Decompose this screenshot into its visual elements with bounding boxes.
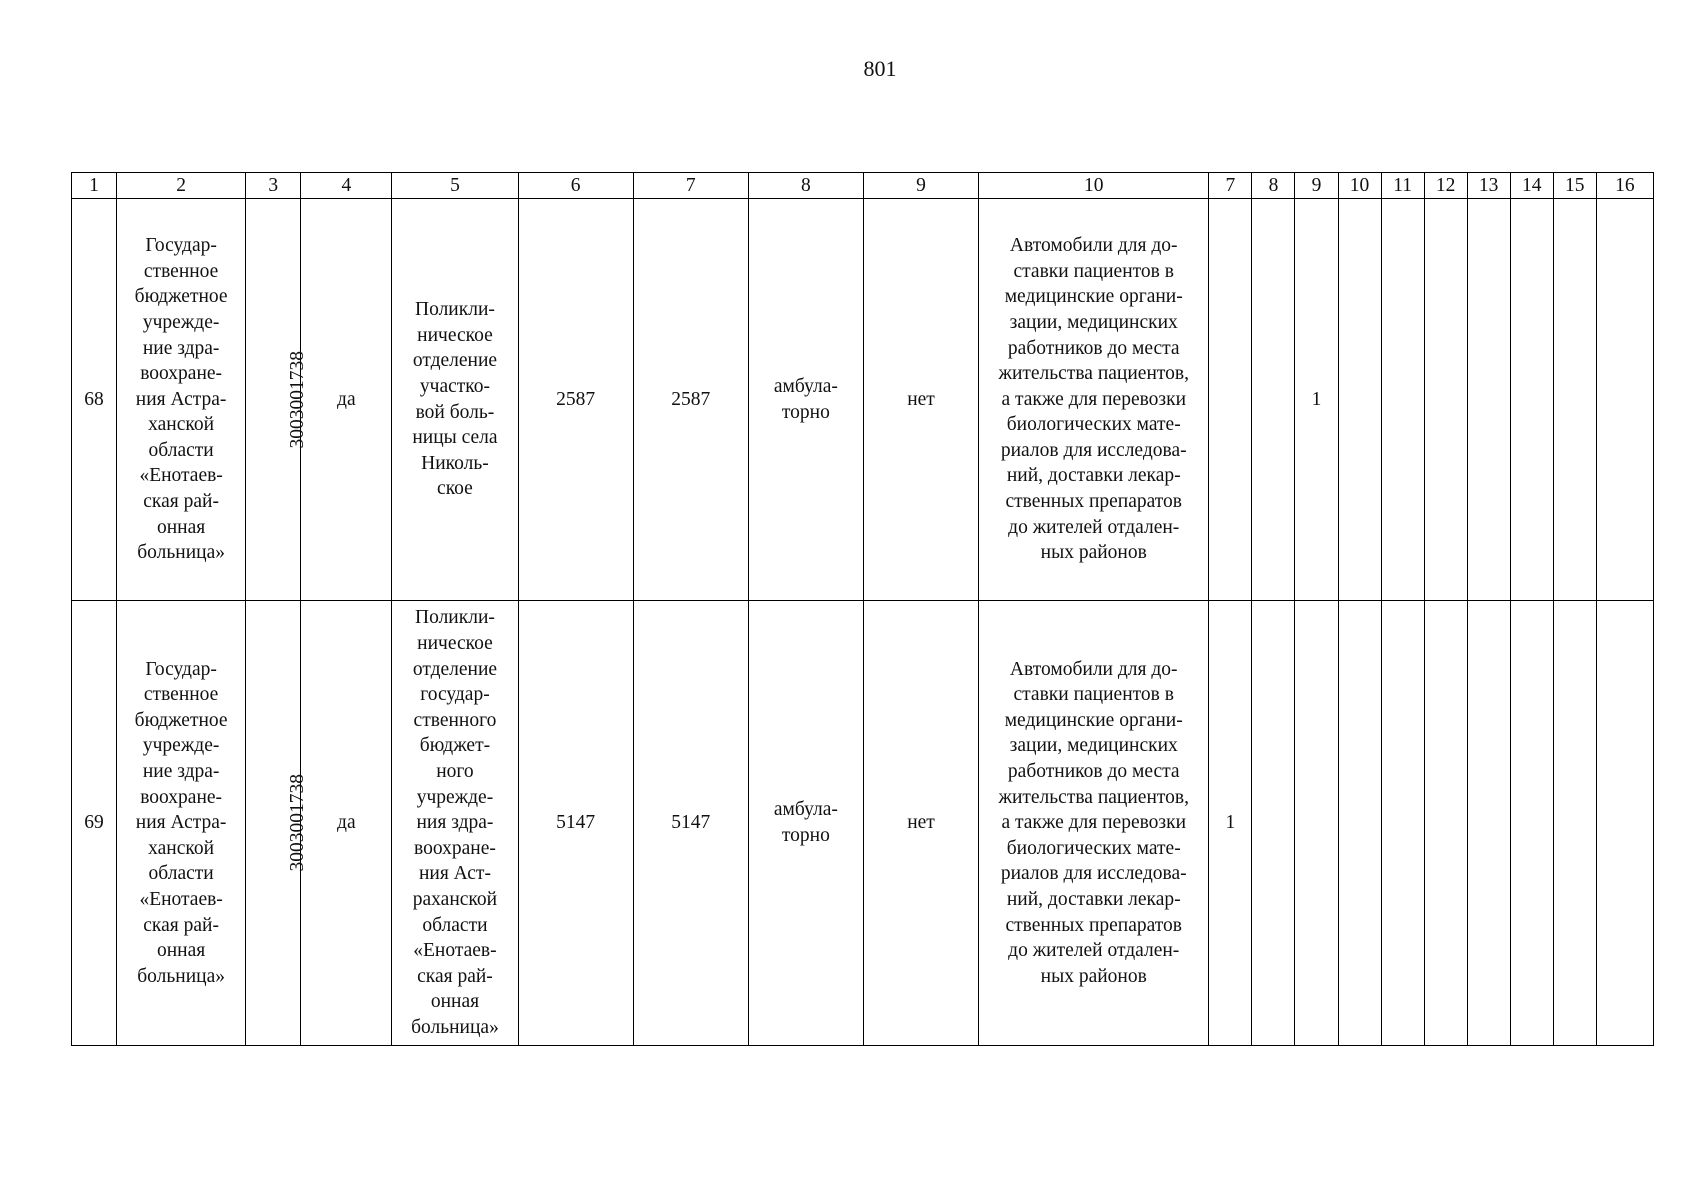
value-cell-7: 5147 (633, 601, 748, 1046)
purpose-cell (979, 601, 1209, 1046)
column-header: 9 (1295, 173, 1338, 199)
column-header: 9 (863, 173, 978, 199)
column-header: 10 (979, 173, 1209, 199)
column-header: 4 (301, 173, 392, 199)
count-cell-11 (1381, 199, 1424, 601)
column-header: 11 (1381, 173, 1424, 199)
column-header: 6 (518, 173, 633, 199)
column-header: 12 (1424, 173, 1467, 199)
mode-cell (748, 601, 863, 1046)
row-number-cell: 69 (72, 601, 117, 1046)
count-cell-16 (1596, 199, 1653, 601)
column-header: 8 (748, 173, 863, 199)
value-cell-6: 2587 (518, 199, 633, 601)
flag-cell: да (301, 199, 392, 601)
count-cell-7: 1 (1209, 601, 1252, 1046)
column-header: 2 (117, 173, 246, 199)
column-header: 7 (633, 173, 748, 199)
unit-cell (392, 199, 518, 601)
mode-cell (748, 199, 863, 601)
value-cell-7: 2587 (633, 199, 748, 601)
registry-table (71, 172, 1654, 1046)
count-cell-13 (1467, 199, 1510, 601)
mode-text: амбула- торно (773, 375, 838, 423)
column-header: 15 (1553, 173, 1596, 199)
count-cell-16 (1596, 601, 1653, 1046)
count-cell-10 (1338, 601, 1381, 1046)
column-header: 3 (246, 173, 301, 199)
column-header: 1 (72, 173, 117, 199)
count-cell-9: 1 (1295, 199, 1338, 601)
column-header: 5 (392, 173, 518, 199)
purpose-cell (979, 199, 1209, 601)
organization-text: Государ- ственное бюджетное учрежде- ние здра- воохране- ния Астра- ханской области «Енотаев- ская рай- онная больница» (134, 658, 228, 987)
inn-text: 3003001738 (287, 774, 309, 872)
count-cell-9 (1295, 601, 1338, 1046)
page-number: 801 (863, 56, 897, 81)
unit-text: Поликли- ническое отделение участко- вой боль- ницы села Николь- ское (412, 299, 498, 500)
inn-text: 3003001738 (287, 350, 309, 449)
count-cell-14 (1510, 199, 1553, 601)
organization-text: Государ- ственное бюджетное учрежде- ние здра- воохране- ния Астра- ханской области «Енотаев- ская рай- онная больница» (134, 235, 228, 564)
column-header: 10 (1338, 173, 1381, 199)
count-cell-8 (1252, 601, 1295, 1046)
column-header: 7 (1209, 173, 1252, 199)
inn-cell (246, 601, 309, 1046)
column-header: 14 (1510, 173, 1553, 199)
flag-cell: да (301, 601, 392, 1046)
organization-cell (117, 601, 246, 1046)
value-cell-6: 5147 (518, 601, 633, 1046)
count-cell-14 (1510, 601, 1553, 1046)
unit-cell (392, 601, 518, 1046)
table-row (72, 199, 1654, 601)
value-cell-9: нет (863, 601, 978, 1046)
inn-cell (246, 199, 309, 601)
count-cell-8 (1252, 199, 1295, 601)
count-cell-15 (1553, 601, 1596, 1046)
count-cell-12 (1424, 199, 1467, 601)
organization-cell (117, 199, 246, 601)
count-cell-10 (1338, 199, 1381, 601)
purpose-text: Автомобили для до- ставки пациентов в медицинские органи- зации, медицинских работников до места жительства пациентов, а также для перевозки биологических мате- риалов для исследова- ний, доставки лекар- ственных препаратов до жителей отдален- ных районов (998, 658, 1189, 987)
column-header: 13 (1467, 173, 1510, 199)
count-cell-13 (1467, 601, 1510, 1046)
mode-text: амбула- торно (773, 799, 838, 846)
table-row (72, 601, 1654, 1046)
row-number-cell: 68 (72, 199, 117, 601)
value-cell-9: нет (863, 199, 978, 601)
count-cell-12 (1424, 601, 1467, 1046)
unit-text: Поликли- ническое отделение государ- ственного бюджет- ного учрежде- ния здра- воохране- ния Аст- раханской области «Енотаев- ская рай- онная больница» (411, 607, 499, 1038)
count-cell-15 (1553, 199, 1596, 601)
count-cell-11 (1381, 601, 1424, 1046)
header-row (72, 173, 1654, 199)
purpose-text: Автомобили для до- ставки пациентов в медицинские органи- зации, медицинских работников до места жительства пациентов, а также для перевозки биологических мате- риалов для исследова- ний, доставки лекар- ственных препаратов до жителей отдален- ных районов (998, 235, 1189, 564)
count-cell-7 (1209, 199, 1252, 601)
column-header: 8 (1252, 173, 1295, 199)
column-header: 16 (1596, 173, 1653, 199)
